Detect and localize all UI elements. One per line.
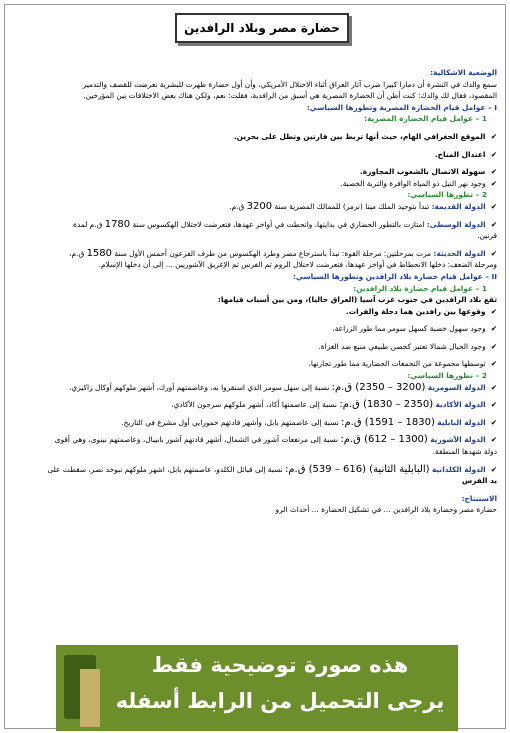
check-icon: ✔: [490, 417, 497, 427]
check-icon: ✔: [490, 219, 497, 229]
conclusion-text: حضارة مصر وحضارة بلاد الرافدين ... في تشكيل الحضارة ... أحداث الرو: [275, 505, 497, 515]
conclusion-heading: الاستنتاج:: [461, 493, 497, 503]
check-icon: ✔: [490, 306, 497, 316]
check-icon: ✔: [490, 201, 497, 211]
section-2-sub-1: 1 – عوامل قيام حضارة بلاد الرافدين:: [353, 283, 487, 293]
meso-factor-1: ✔ وقوعها بين رافدين هما دجلة والفرات.: [345, 306, 497, 316]
section-1-sub-2: 2 – تطورها السياسي:: [407, 190, 487, 200]
mesopotamia-intro: تقع بلاد الرافدين في جنوب غرب آسيا (العراق حاليا)، ومن بين أسباب قيامها:: [217, 295, 497, 305]
old-kingdom: ✔ الدولة القديمة: تبدأ بتوحيد الملك مينا (نرمر) للممالك المصرية سنة 3200 ق.م.: [229, 200, 497, 212]
document-body: [11, 67, 497, 516]
egypt-factor-1: ✔ الموقع الجغرافي الهام، حيث أنها تربط بين قارتين وتطل على بحرين.: [233, 131, 497, 141]
middle-kingdom-tail: قرنين.: [477, 231, 497, 241]
check-icon: ✔: [490, 324, 497, 334]
situation-line-1: سمع والدك في النشرة أن دمارا كبيرا ضرب آثار العراق أثناء الاحتلال الأمريكي، وأن أول حضارة ظهرت للبشرية تعرضت للقصف والتدمير: [82, 79, 497, 89]
meso-factor-4: ✔ توسطها مجموعة من التجمعات الحضارية مما طور تجارتها.: [308, 359, 497, 369]
middle-kingdom: ✔ الدولة الوسطى: امتازت بالتطور الحضاري في بدايتها، وانحطت في أواخر عهدها، فتعرضت لاحتلال الهكسوس سنة 1780 ق.م لمدة: [73, 218, 497, 230]
situation-heading: الوضعية الاشكالية:: [430, 68, 497, 77]
egypt-factor-3: ✔ سهولة الاتصال بالشعوب المجاورة.: [359, 167, 497, 177]
document-page: [4, 4, 506, 729]
section-1-heading: I – عوامل قيام الحضارة المصرية وتطورها السياسي:: [306, 102, 497, 112]
meso-factor-3: ✔ وجود الجبال شمالا تعتبر كحصن طبيعي منيع ضد الغزاة.: [318, 341, 497, 351]
document-title: حضارة مصر وبلاد الرافدين: [175, 13, 349, 43]
section-2-heading: II – عوامل قيام حضارة بلاد الرافدين وتطورها السياسي:: [292, 271, 497, 281]
assyrian-state: ✔ الدولة الآشورية (1300 – 612) ق.م: نسبة إلى مرتفعات آشور في الشمال، أشهر قادتهم آشور بانيبال، وعاصمتهم نينوى، وهي أقوى: [54, 434, 497, 446]
chaldean-state: ✔ الدولة الكلدانية (البابلية الثانية) (616 – 539) ق.م: نسبة إلى قبائل الكلدو، عاصمتهم بابل، اشهر ملوكهم نبوخذ نصر، سقطت على: [47, 463, 497, 475]
assyrian-tail: دولة شهدها المنطقة.: [432, 447, 497, 457]
sumerian-state: ✔ الدولة السومرية (3200 – 2350) ق.م: نسبة إلى سهل سومر الذي استقروا به، وعاصمتهم أورك، أشهر ملوكهم أوكال زاكيزي.: [69, 381, 497, 393]
new-kingdom-tail: ومرحلة الضعف: دخلها الانحطاط في أواخر عهدها، فتعرضت لاحتلال الروم ثم الفرس ثم الإغريق الآشوريين ... إلى أن دخلها الإسلام.: [98, 260, 497, 270]
book-icon: [64, 655, 96, 719]
check-icon: ✔: [490, 248, 497, 258]
check-icon: ✔: [490, 464, 497, 474]
egypt-factor-4: ✔ وجود نهر النيل ذو المياه الوافرة والتربة الخصبة.: [340, 178, 497, 188]
meso-factor-2: ✔ وجود سهول خصبة كسهل سومر مما طور الزراعة.: [332, 324, 497, 334]
babylonian-state: ✔ الدولة البابلية (1830 – 1591) ق.م: نسبة إلى عاصمتهم بابل، وأشهر قادتهم حمورابي أول مشرع في التاريخ.: [121, 416, 497, 428]
check-icon: ✔: [490, 435, 497, 445]
check-icon: ✔: [490, 359, 497, 369]
check-icon: ✔: [490, 131, 497, 141]
banner-line-1: هذه صورة توضيحية فقط: [151, 653, 409, 677]
situation-line-2: المقصود، فقال لك والدك: كنت أظن أن الحضارة المصرية هي أسبق من الرافدية، فقلت: نعم، ولكن هناك بعض الاختلافات بين المؤرخين.: [83, 91, 497, 101]
check-icon: ✔: [490, 167, 497, 177]
banner-line-2: يرجى التحميل من الرابط أسفله: [115, 689, 445, 713]
egypt-factor-2: ✔ اعتدال المناخ.: [434, 149, 497, 159]
section-1-sub-1: 1 – عوامل قيام الحضارة المصرية:: [364, 114, 487, 124]
check-icon: ✔: [490, 341, 497, 351]
check-icon: ✔: [490, 149, 497, 159]
akkadian-state: ✔ الدولة الأكادية (2350 – 1830) ق.م: نسبة إلى عاصمتها أكاد، أشهر ملوكهم سرجون الأكادي.: [171, 399, 497, 411]
check-icon: ✔: [490, 178, 497, 188]
check-icon: ✔: [490, 382, 497, 392]
new-kingdom: ✔ الدولة الحديثة: مرت بمرحلتين: مرحلة القوة: تبدأ باسترجاع مصر وطرد الهكسوس من طرف الفرعون أحمس الأول سنة 1580 ق.م،: [69, 247, 497, 259]
section-2-sub-2: 2 – تطورها السياسي:: [407, 371, 487, 381]
preview-banner: [56, 645, 458, 731]
chaldean-tail: يد الفرس: [461, 476, 497, 486]
check-icon: ✔: [490, 400, 497, 410]
